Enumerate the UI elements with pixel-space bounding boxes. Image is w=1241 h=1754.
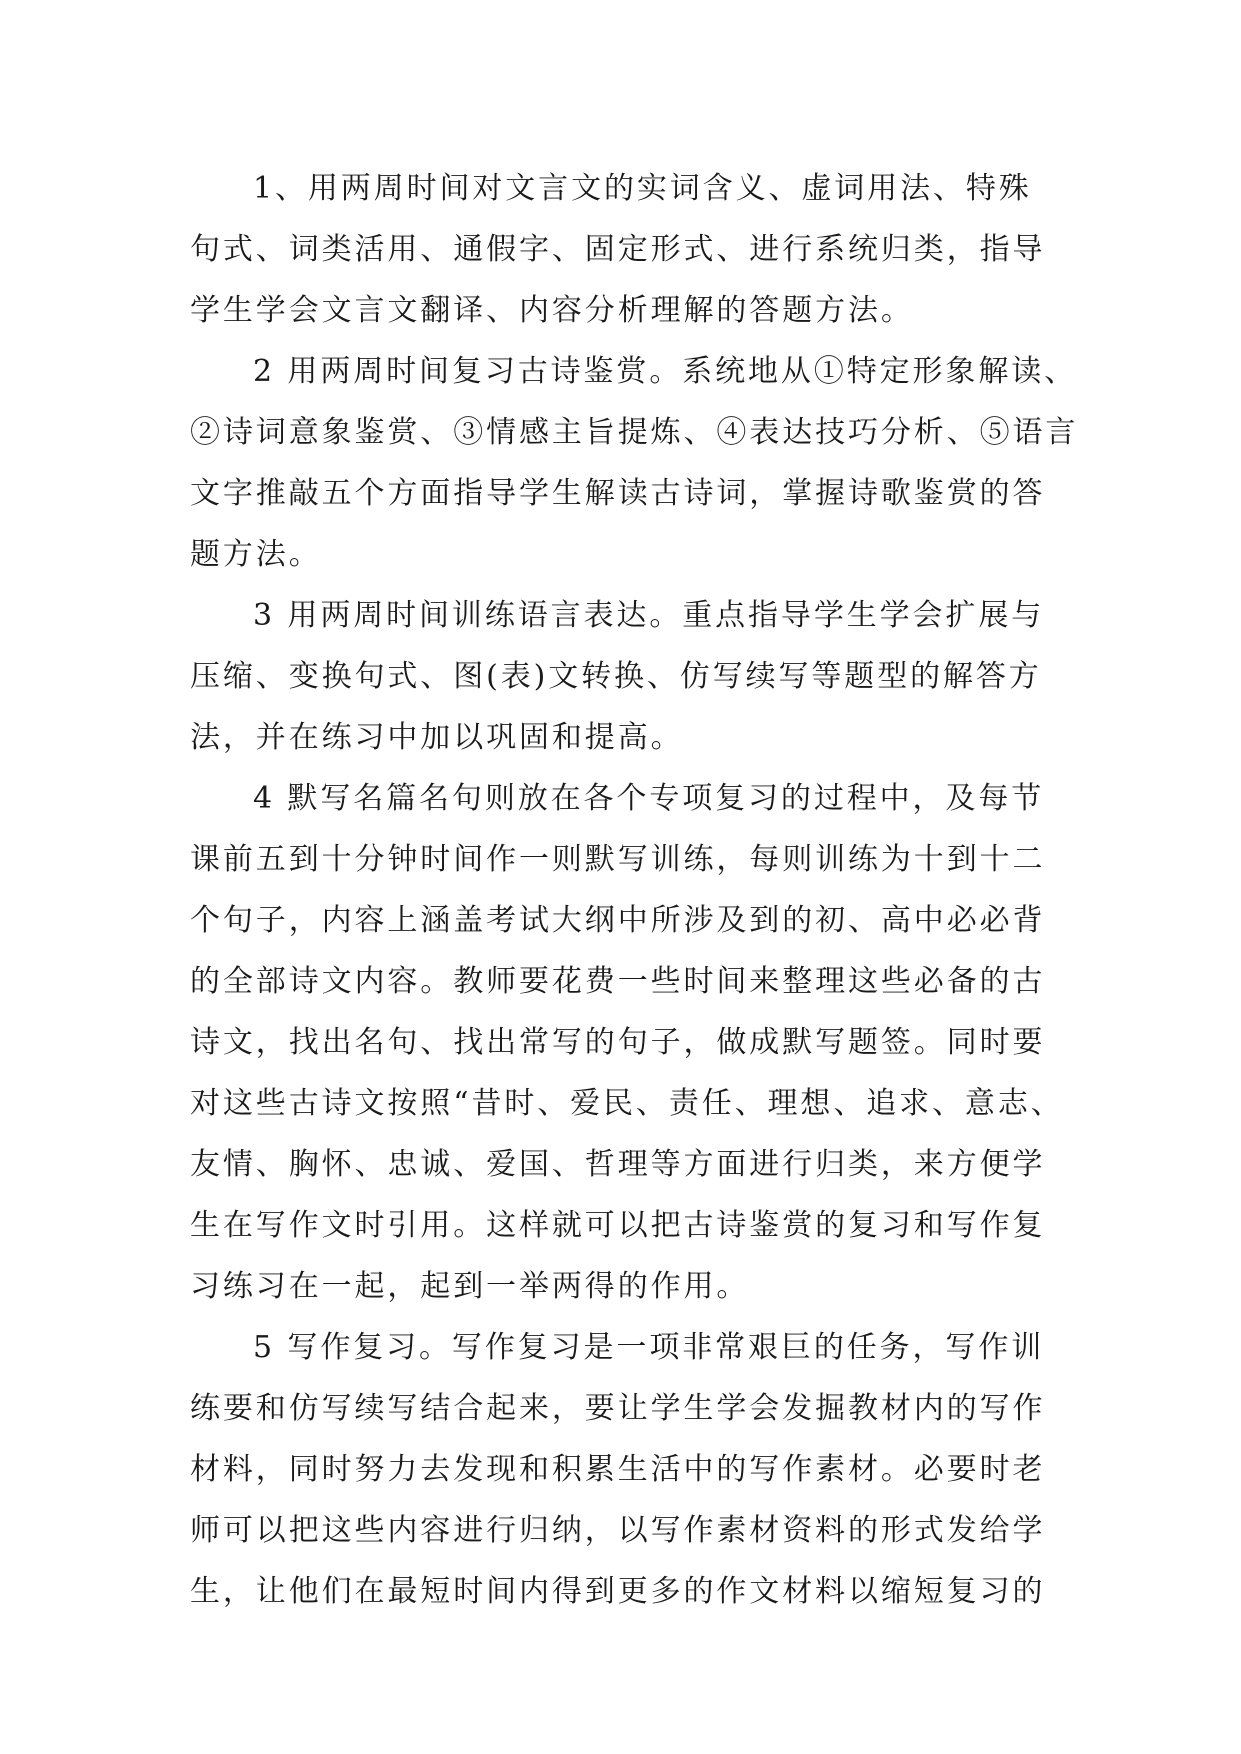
paragraph-1-line-3: 学生学会文言文翻译、内容分析理解的答题方法。	[190, 293, 914, 328]
paragraph-5-line-5: 生，让他们在最短时间内得到更多的作文材料以缩短复习的	[190, 1574, 1046, 1609]
paragraph-5-line-3: 材料，同时努力去发现和积累生活中的写作素材。必要时老	[190, 1452, 1046, 1487]
paragraph-4-line-7: 友情、胸怀、忠诚、爱国、哲理等方面进行归类，来方便学	[190, 1147, 1046, 1182]
paragraph-4-line-8: 生在写作文时引用。这样就可以把古诗鉴赏的复习和写作复	[190, 1208, 1046, 1243]
paragraph-4-line-2: 课前五到十分钟时间作一则默写训练，每则训练为十到十二	[190, 842, 1046, 877]
paragraph-4-line-6: 对这些古诗文按照“昔时、爱民、责任、理想、追求、意志、	[190, 1086, 1064, 1121]
paragraph-2-line-3: 文字推敲五个方面指导学生解读古诗词，掌握诗歌鉴赏的答	[190, 476, 1046, 511]
paragraph-4-line-3: 个句子，内容上涵盖考试大纲中所涉及到的初、高中必必背	[190, 903, 1046, 938]
paragraph-4-line-4: 的全部诗文内容。教师要花费一些时间来整理这些必备的古	[190, 964, 1046, 999]
paragraph-4-line-1: 4 默写名篇名句则放在各个专项复习的过程中，及每节	[253, 781, 1045, 816]
paragraph-4-line-5: 诗文，找出名句、找出常写的句子，做成默写题签。同时要	[190, 1025, 1046, 1060]
paragraph-2-line-1: 2 用两周时间复习古诗鉴赏。系统地从①特定形象解读、	[253, 354, 1078, 389]
paragraph-3-line-2: 压缩、变换句式、图(表)文转换、仿写续写等题型的解答方	[190, 659, 1042, 694]
paragraph-5-line-2: 练要和仿写续写结合起来，要让学生学会发掘教材内的写作	[190, 1391, 1046, 1426]
paragraph-4-line-9: 习练习在一起，起到一举两得的作用。	[190, 1269, 750, 1304]
document-body	[190, 158, 1079, 1622]
paragraph-2-line-2: ②诗词意象鉴赏、③情感主旨提炼、④表达技巧分析、⑤语言	[190, 415, 1079, 450]
paragraph-1-line-1: 1、用两周时间对文言文的实词含义、虚词用法、特殊	[253, 171, 1032, 206]
paragraph-3-line-1: 3 用两周时间训练语言表达。重点指导学生学会扩展与	[253, 598, 1045, 633]
paragraph-3-line-3: 法，并在练习中加以巩固和提高。	[190, 720, 684, 755]
paragraph-5-line-1: 5 写作复习。写作复习是一项非常艰巨的任务，写作训	[253, 1330, 1045, 1365]
paragraph-2-line-4: 题方法。	[190, 537, 322, 572]
paragraph-1-line-2: 句式、词类活用、通假字、固定形式、进行系统归类，指导	[190, 232, 1046, 267]
paragraph-5-line-4: 师可以把这些内容进行归纳，以写作素材资料的形式发给学	[190, 1513, 1046, 1548]
